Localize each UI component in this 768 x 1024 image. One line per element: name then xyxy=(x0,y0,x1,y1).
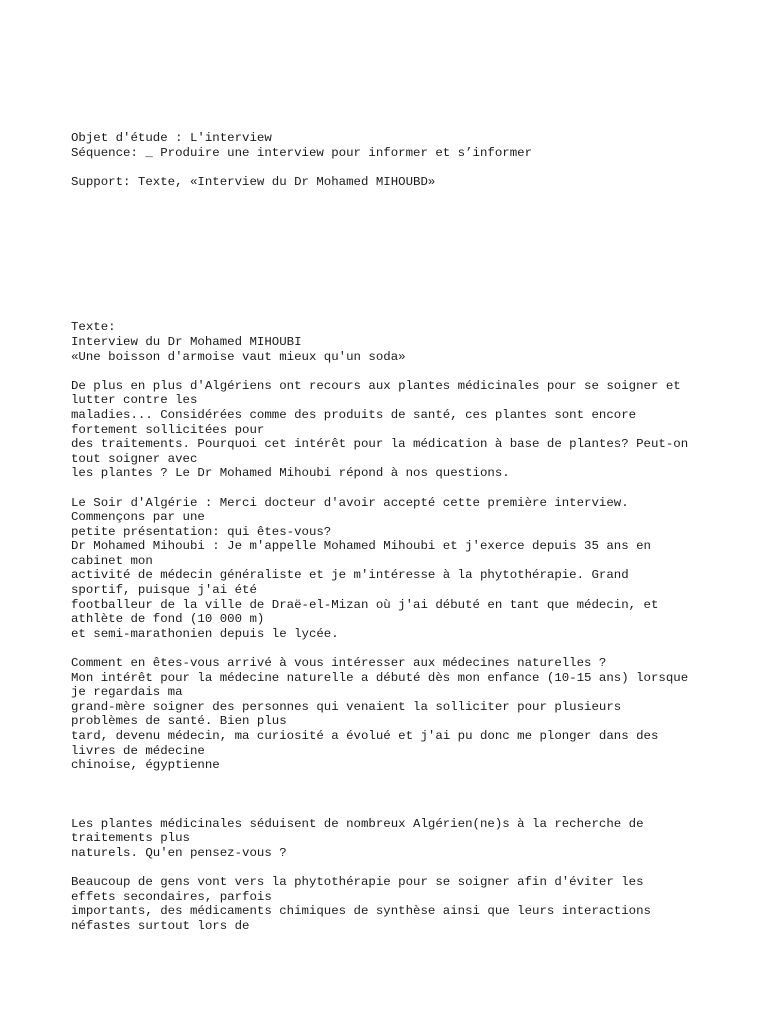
interview-title: Interview du Dr Mohamed MIHOUBI xyxy=(71,334,302,349)
spacer xyxy=(71,861,751,876)
paragraph-line: grand-mère soigner des personnes qui venaient la solliciter pour plusieurs xyxy=(71,699,622,714)
paragraph-line: footballeur de la ville de Draë-el-Mizan où j'ai débuté en tant que médecin, et xyxy=(71,597,659,612)
spacer xyxy=(71,189,751,320)
paragraph-line: Dr Mohamed Mihoubi : Je m'appelle Mohamed Mihoubi et j'exerce depuis 35 ans en xyxy=(71,539,651,554)
paragraph-line: livres de médecine xyxy=(71,743,205,758)
paragraph-line: les plantes ? Le Dr Mohamed Mihoubi répond à nos questions. xyxy=(71,466,510,481)
spacer xyxy=(71,364,751,379)
paragraph-line: je regardais ma xyxy=(71,685,183,700)
document-page xyxy=(71,131,751,934)
paragraph-line: lutter contre les xyxy=(71,393,198,408)
paragraph-line: sportif, puisque j'ai été xyxy=(71,583,257,598)
paragraph-line: chinoise, égyptienne xyxy=(71,758,220,773)
qa2-paragraph xyxy=(71,656,751,773)
paragraph-line: Comment en êtes-vous arrivé à vous intéresser aux médecines naturelles ? xyxy=(71,656,607,671)
paragraph-line: Mon intérêt pour la médecine naturelle a débuté dès mon enfance (10-15 ans) lorsque xyxy=(71,670,689,685)
paragraph-line: problèmes de santé. Bien plus xyxy=(71,714,287,729)
sequence-line: Séquence: _ Produire une interview pour informer et s’informer xyxy=(71,145,533,160)
qa4-paragraph xyxy=(71,875,751,933)
paragraph-line: Les plantes médicinales séduisent de nombreux Algérien(ne)s à la recherche de xyxy=(71,816,644,831)
paragraph-line: des traitements. Pourquoi cet intérêt pour la médication à base de plantes? Peut-on xyxy=(71,437,689,452)
paragraph-line: Commençons par une xyxy=(71,510,205,525)
qa3-paragraph xyxy=(71,817,751,861)
paragraph-line: De plus en plus d'Algériens ont recours aux plantes médicinales pour se soigner et xyxy=(71,378,681,393)
spacer xyxy=(71,481,751,496)
paragraph-line: tout soigner avec xyxy=(71,451,198,466)
texte-label: Texte: xyxy=(71,320,116,335)
spacer xyxy=(71,773,751,817)
paragraph-line: Le Soir d'Algérie : Merci docteur d'avoir accepté cette première interview. xyxy=(71,495,629,510)
paragraph-line: néfastes surtout lors de xyxy=(71,918,250,933)
interview-subtitle: «Une boisson d'armoise vaut mieux qu'un soda» xyxy=(71,349,406,364)
texte-heading-block xyxy=(71,320,751,364)
qa1-paragraph xyxy=(71,496,751,642)
paragraph-line: effets secondaires, parfois xyxy=(71,889,272,904)
paragraph-line: importants, des médicaments chimiques de synthèse ainsi que leurs interactions xyxy=(71,904,651,919)
spacer xyxy=(71,641,751,656)
paragraph-line: activité de médecin généraliste et je m'intéresse à la phytothérapie. Grand xyxy=(71,568,629,583)
support-line: Support: Texte, «Interview du Dr Mohamed MIHOUBD» xyxy=(71,174,436,189)
paragraph-line: Beaucoup de gens vont vers la phytothérapie pour se soigner afin d'éviter les xyxy=(71,875,644,890)
objet-line: Objet d'étude : L'interview xyxy=(71,131,272,145)
spacer xyxy=(71,160,751,175)
paragraph-line: naturels. Qu'en pensez-vous ? xyxy=(71,845,287,860)
paragraph-line: tard, devenu médecin, ma curiosité a évolué et j'ai pu donc me plonger dans des xyxy=(71,729,659,743)
intro-paragraph xyxy=(71,379,751,481)
paragraph-line: petite présentation: qui êtes-vous? xyxy=(71,524,332,539)
paragraph-line: et semi-marathonien depuis le lycée. xyxy=(71,626,339,641)
paragraph-line: athlète de fond (10 000 m) xyxy=(71,612,265,627)
header-block xyxy=(71,131,751,189)
paragraph-line: fortement sollicitées pour xyxy=(71,422,265,437)
paragraph-line: maladies... Considérées comme des produits de santé, ces plantes sont encore xyxy=(71,407,637,422)
paragraph-line: cabinet mon xyxy=(71,553,153,568)
paragraph-line: traitements plus xyxy=(71,831,190,846)
